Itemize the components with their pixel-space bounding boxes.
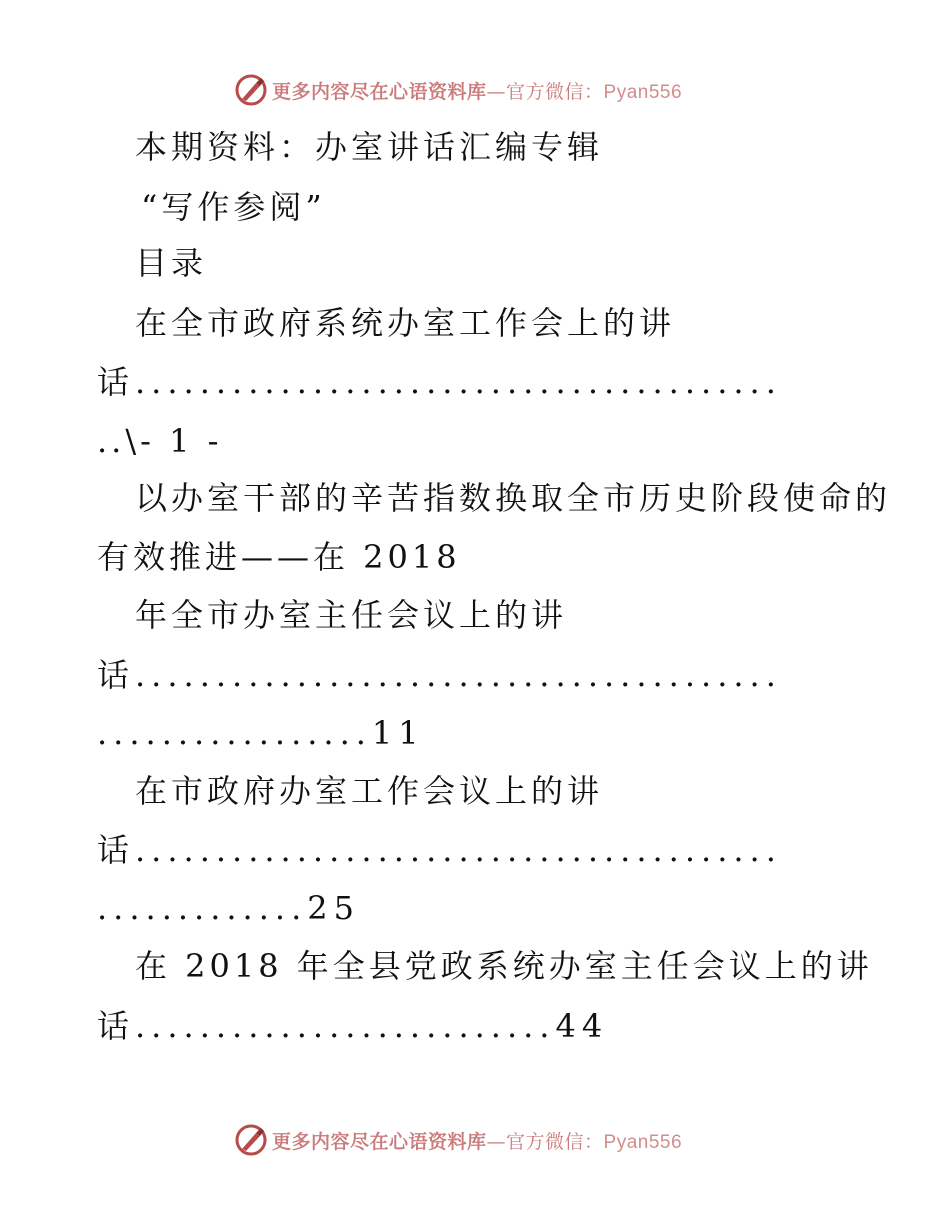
- toc-entry-2-line-4: 话........................................: [97, 656, 782, 694]
- doc-title: 本期资料：办室讲话汇编专辑: [135, 128, 604, 166]
- banner-wechat-id: Pyan556: [603, 1131, 683, 1153]
- toc-entry-3-line-1: 在市政府办室工作会议上的讲: [135, 772, 604, 810]
- banner-main-text: 更多内容尽在心语资料库: [272, 80, 487, 103]
- toc-entry-3-page: .............25: [97, 889, 360, 927]
- banner-main-text: 更多内容尽在心语资料库: [272, 1130, 487, 1153]
- toc-heading: 目录: [135, 244, 208, 282]
- doc-subtitle: “写作参阅”: [141, 188, 326, 226]
- banner-text: [272, 77, 682, 104]
- toc-entry-2-line-2: 有效推进——在 2018: [97, 538, 461, 576]
- toc-entry-2-page: .................11: [97, 714, 425, 752]
- toc-entry-1-line-1: 在全市政府系统办室工作会上的讲: [135, 304, 676, 342]
- banner-text: [272, 1127, 682, 1154]
- pen-logo-icon: [234, 1123, 268, 1157]
- header-banner: [234, 70, 754, 110]
- toc-entry-1-page: ..\- 1 -: [97, 422, 223, 460]
- toc-entry-2-line-1: 以办室干部的辛苦指数换取全市历史阶段使命的: [135, 479, 892, 517]
- toc-entry-2-line-3: 年全市办室主任会议上的讲: [135, 596, 568, 634]
- footer-banner: [234, 1120, 754, 1160]
- toc-entry-3-line-2: 话........................................: [97, 831, 782, 869]
- banner-separator: —: [486, 80, 507, 103]
- banner-separator: —: [486, 1130, 507, 1153]
- banner-official-text: 官方微信：: [506, 1130, 604, 1153]
- banner-official-text: 官方微信：: [506, 80, 604, 103]
- toc-entry-4-line-1: 在 2018 年全县党政系统办室主任会议上的讲: [135, 947, 873, 985]
- toc-entry-1-line-2: 话........................................: [97, 363, 782, 401]
- banner-wechat-id: Pyan556: [603, 81, 683, 103]
- pen-logo-icon: [234, 73, 268, 107]
- toc-entry-4-page: 话..........................44: [97, 1007, 609, 1045]
